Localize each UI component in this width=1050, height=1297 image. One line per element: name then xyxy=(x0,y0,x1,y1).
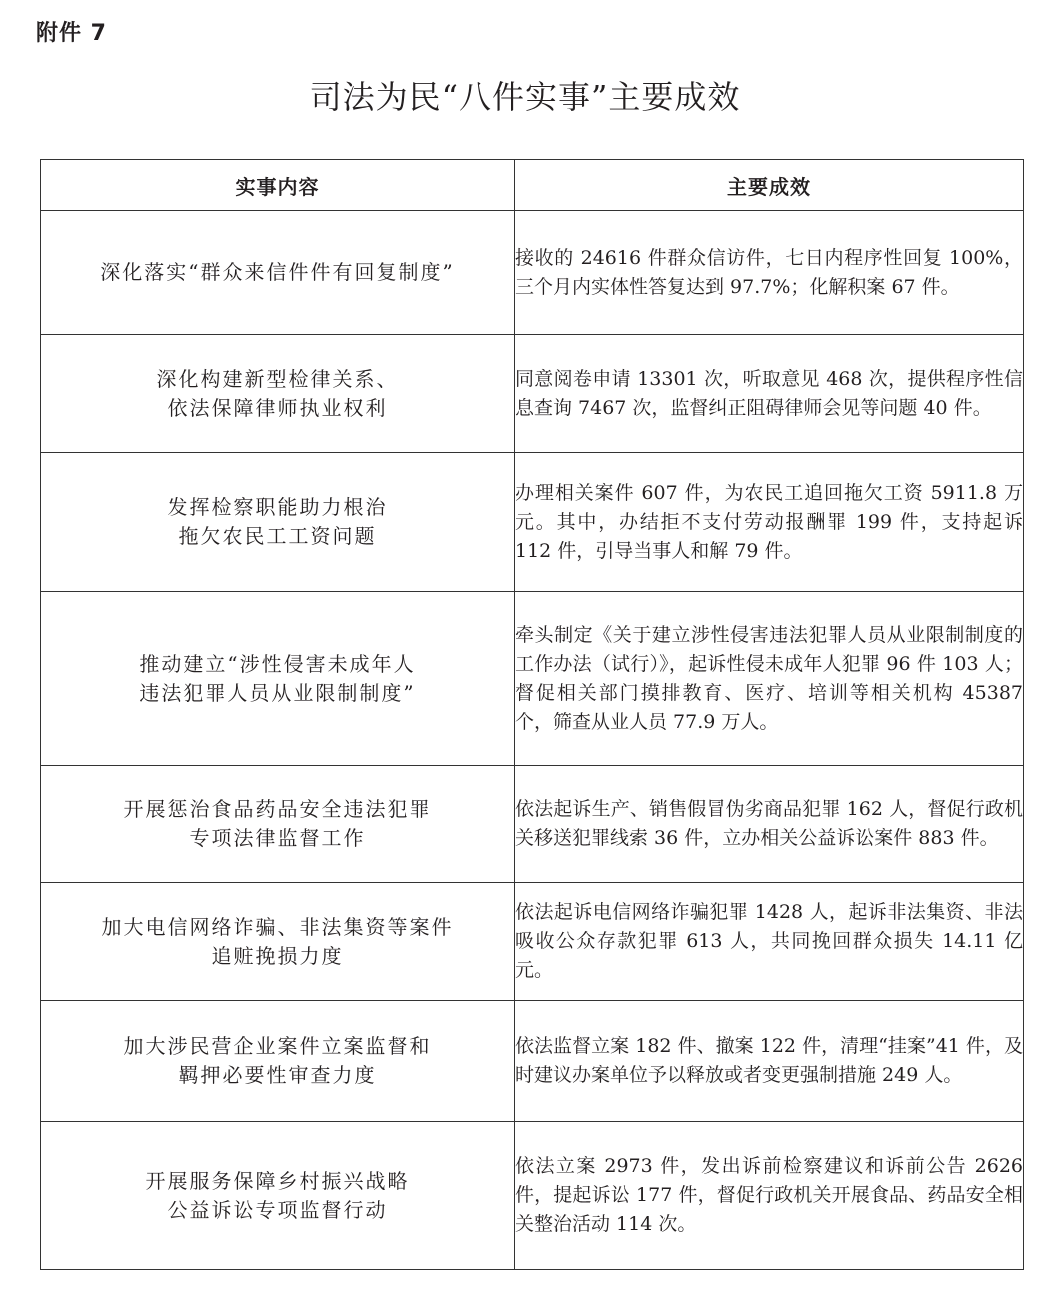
item-text: 加大电信网络诈骗、非法集资等案件 xyxy=(101,914,454,939)
column-header-item: 实事内容 xyxy=(41,160,515,211)
item-text: 发挥检察职能助力根治 xyxy=(167,495,388,519)
table-row xyxy=(41,1122,1024,1270)
result-cell: 牵头制定《关于建立涉性侵害违法犯罪人员从业限制制度的工作办法（试行）》，起诉性侵未成年人犯罪 96 件 103 人；督促相关部门摸排教育、医疗、培训等相关机构 45387 个，筛查从业人员 77.9 万人。 xyxy=(515,592,1024,766)
result-cell: 依法立案 2973 件，发出诉前检察建议和诉前公告 2626 件，提起诉讼 177 件，督促行政机关开展食品、药品安全相关整治活动 114 次。 xyxy=(515,1122,1024,1270)
table-row xyxy=(41,883,1024,1001)
result-cell: 依法起诉电信网络诈骗犯罪 1428 人，起诉非法集资、非法吸收公众存款犯罪 613 人，共同挽回群众损失 14.11 亿元。 xyxy=(515,883,1024,1001)
item-text: 加大涉民营企业案件立案监督和 xyxy=(123,1034,432,1058)
item-cell xyxy=(41,211,515,335)
table-row xyxy=(41,766,1024,883)
item-text: 羁押必要性审查力度 xyxy=(178,1063,377,1087)
item-cell xyxy=(41,1001,515,1122)
table-row xyxy=(41,211,1024,335)
item-text: 开展惩治食品药品安全违法犯罪 xyxy=(123,797,432,821)
table-row xyxy=(41,453,1024,592)
item-cell xyxy=(41,592,515,766)
item-text: 深化构建新型检律关系、 xyxy=(156,366,399,391)
item-text: 开展服务保障乡村振兴战略 xyxy=(145,1168,410,1193)
item-text: 追赃挽损力度 xyxy=(211,943,344,968)
item-text: 依法保障律师执业权利 xyxy=(167,395,388,420)
item-text: 违法犯罪人员从业限制制度” xyxy=(139,680,416,705)
result-cell: 依法起诉生产、销售假冒伪劣商品犯罪 162 人，督促行政机关移送犯罪线索 36 件，立办相关公益诉讼案件 883 件。 xyxy=(515,766,1024,883)
result-cell: 同意阅卷申请 13301 次，听取意见 468 次，提供程序性信息查询 7467 次，监督纠正阻碍律师会见等问题 40 件。 xyxy=(515,335,1024,453)
result-cell: 依法监督立案 182 件、撤案 122 件，清理“挂案”41 件，及时建议办案单位予以释放或者变更强制措施 249 人。 xyxy=(515,1001,1024,1122)
item-cell xyxy=(41,766,515,883)
result-cell: 接收的 24616 件群众信访件，七日内程序性回复 100%，三个月内实体性答复达到 97.7%；化解积案 67 件。 xyxy=(515,211,1024,335)
table-row xyxy=(41,335,1024,453)
item-cell xyxy=(41,453,515,592)
item-text: 拖欠农民工工资问题 xyxy=(178,524,377,548)
column-header-result: 主要成效 xyxy=(515,160,1024,211)
results-table xyxy=(40,159,1024,1270)
attachment-label: 附件 7 xyxy=(36,21,107,46)
item-cell xyxy=(41,883,515,1001)
item-cell xyxy=(41,1122,515,1270)
item-text: 推动建立“涉性侵害未成年人 xyxy=(139,651,416,676)
table-header-row xyxy=(41,160,1024,211)
page-title: 司法为民“八件实事”主要成效 xyxy=(309,78,741,116)
item-cell xyxy=(41,335,515,453)
item-text: 深化落实“群众来信件件有回复制度” xyxy=(100,260,455,284)
item-text: 公益诉讼专项监督行动 xyxy=(167,1197,388,1222)
table-row xyxy=(41,592,1024,766)
item-text: 专项法律监督工作 xyxy=(189,826,366,850)
result-cell: 办理相关案件 607 件，为农民工追回拖欠工资 5911.8 万元。其中，办结拒不支付劳动报酬罪 199 件，支持起诉 112 件，引导当事人和解 79 件。 xyxy=(515,453,1024,592)
table-row xyxy=(41,1001,1024,1122)
